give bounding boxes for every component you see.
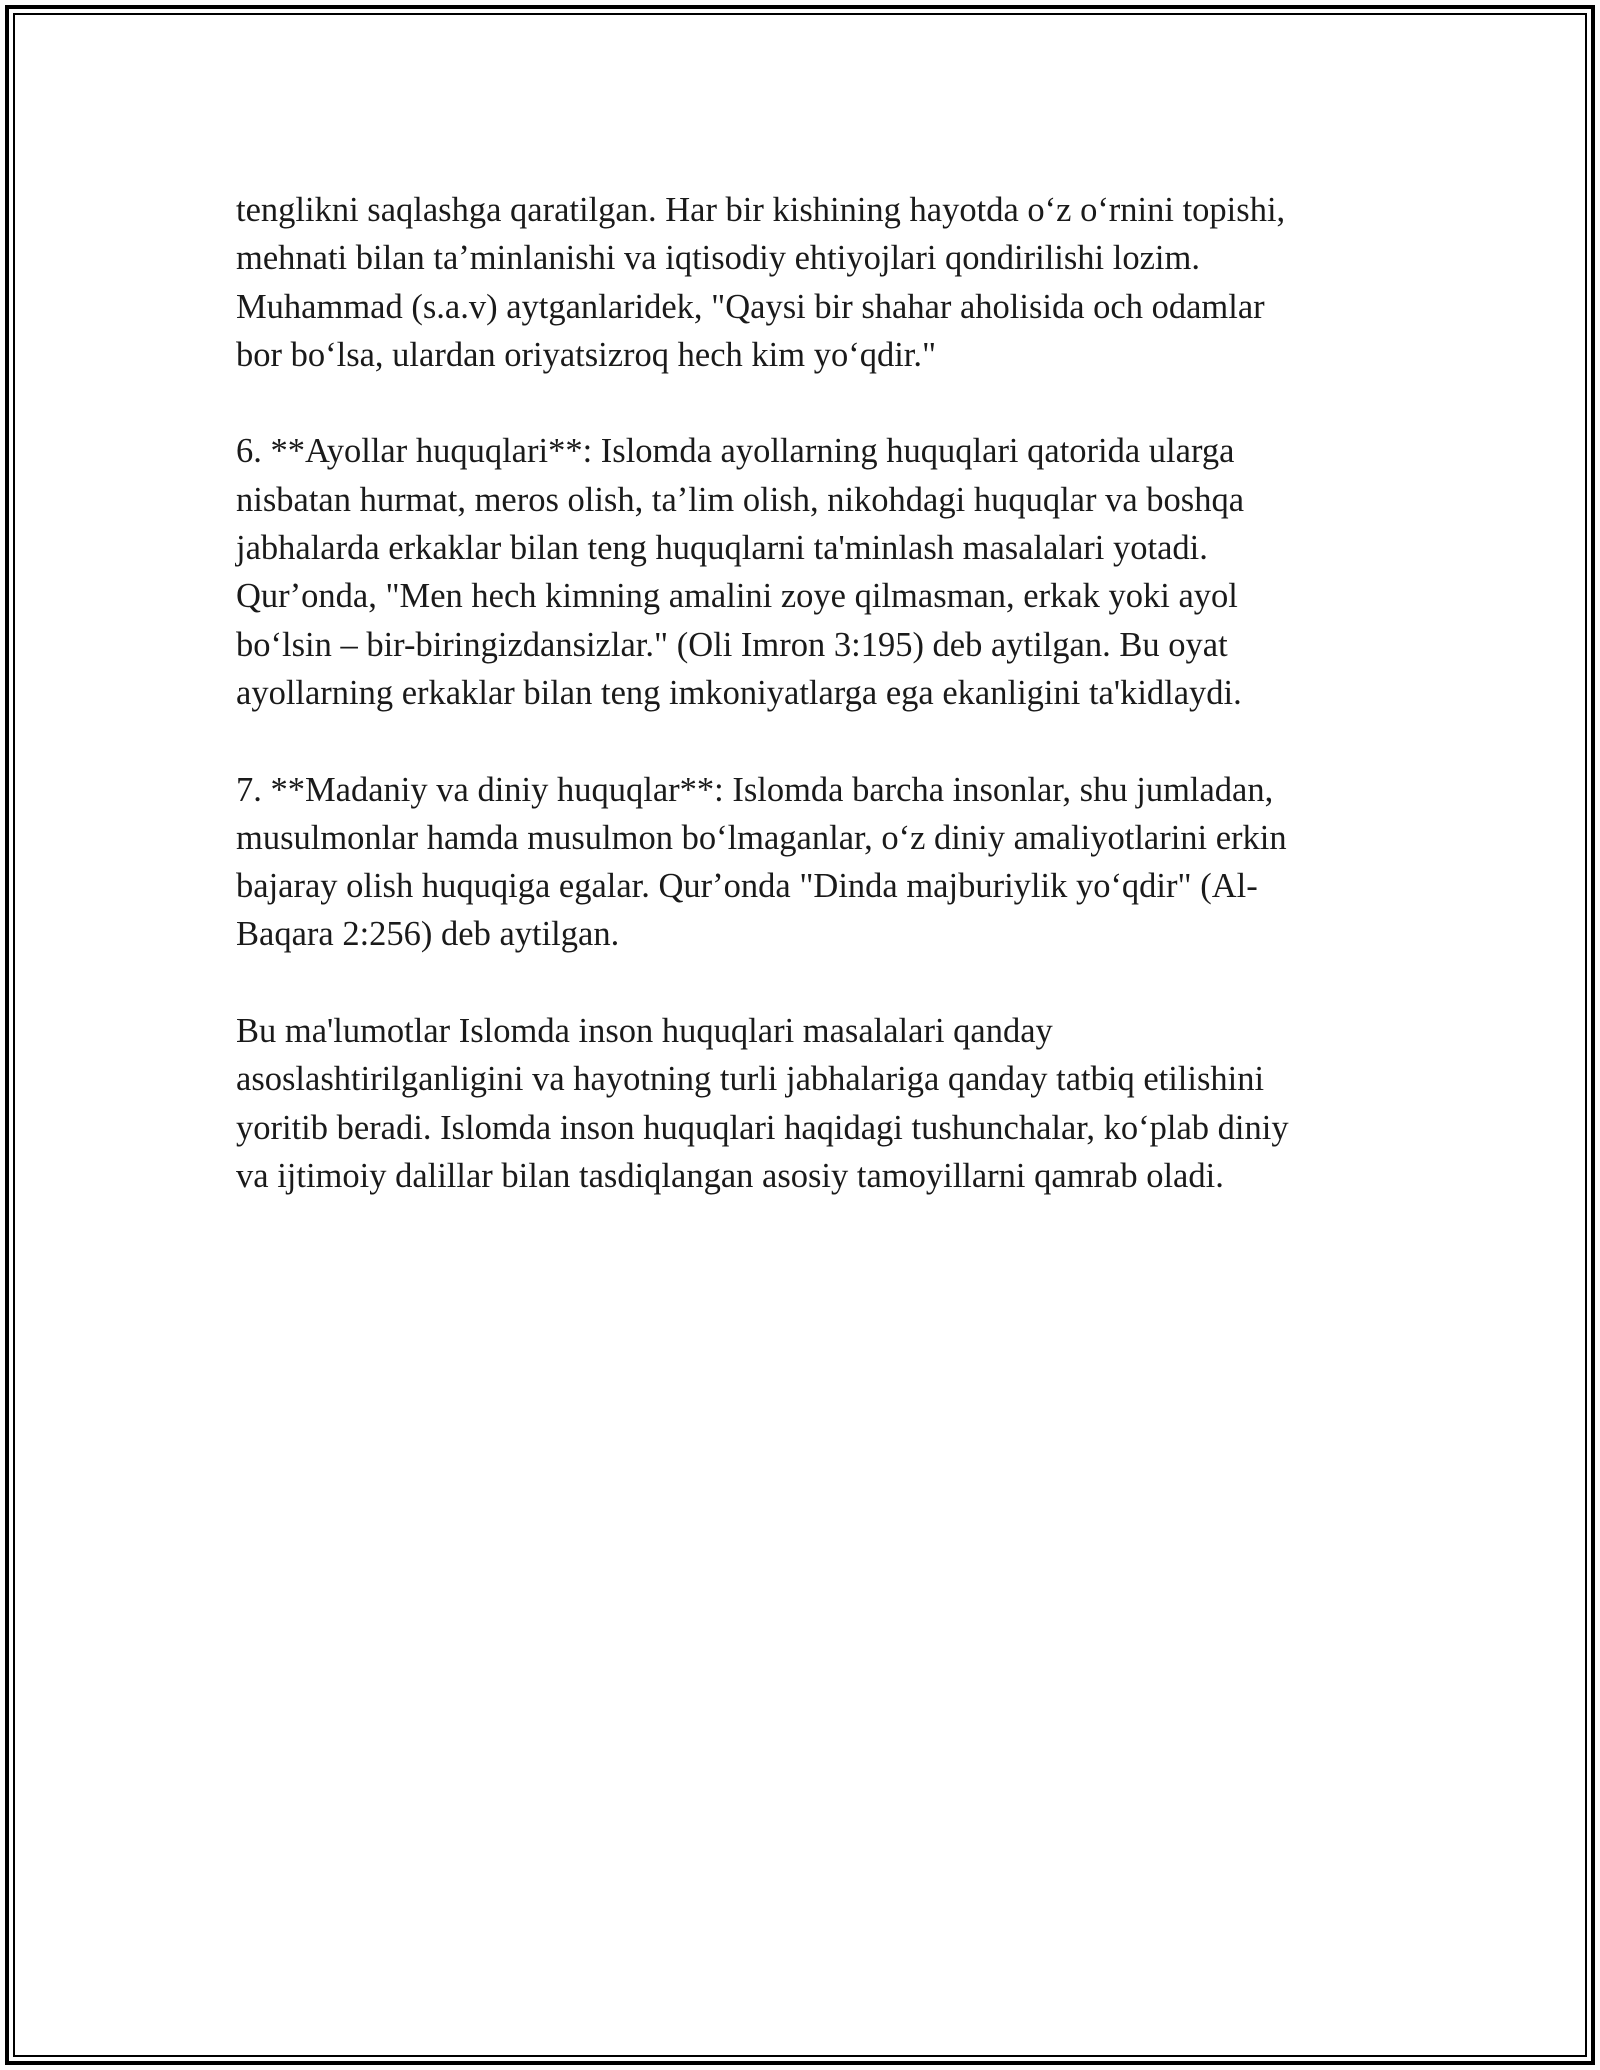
text-line: Qurʼonda, "Men hech kimning amalini zoye qilmasman, erkak yoki ayol	[236, 577, 1238, 616]
text-line: Muhammad (s.a.v) aytganlaridek, "Qaysi bir shahar aholisida och odamlar	[236, 287, 1265, 326]
text-line: boʻlsin – bir-biringizdansizlar." (Oli Imron 3:195) deb aytilgan. Bu oyat	[236, 625, 1228, 664]
paragraph-cultural-religious-rights	[236, 766, 1364, 959]
text-line: bor boʻlsa, ulardan oriyatsizroq hech kim yoʻqdir."	[236, 335, 937, 374]
text-line: 6. **Ayollar huquqlari**: Islomda ayollarning huquqlari qatorida ularga	[236, 432, 1235, 471]
paragraph-conclusion	[236, 1007, 1364, 1200]
paragraph-economic-rights	[236, 186, 1364, 379]
text-line: va ijtimoiy dalillar bilan tasdiqlangan asosiy tamoyillarni qamrab oladi.	[236, 1156, 1224, 1195]
text-line: musulmonlar hamda musulmon boʻlmaganlar, oʻz diniy amaliyotlarini erkin	[236, 818, 1287, 857]
text-line: yoritib beradi. Islomda inson huquqlari haqidagi tushunchalar, koʻplab diniy	[236, 1108, 1289, 1147]
text-line: Bu ma'lumotlar Islomda inson huquqlari masalalari qanday	[236, 1012, 1053, 1051]
text-line: Baqara 2:256) deb aytilgan.	[236, 915, 620, 954]
text-line: mehnati bilan taʼminlanishi va iqtisodiy ehtiyojlari qondirilishi lozim.	[236, 239, 1200, 278]
text-line: bajaray olish huquqiga egalar. Qurʼonda "Dinda majburiylik yoʻqdir" (Al-	[236, 867, 1258, 906]
text-line: 7. **Madaniy va diniy huquqlar**: Islomda barcha insonlar, shu jumladan,	[236, 770, 1274, 809]
paragraph-women-rights	[236, 427, 1364, 717]
text-line: jabhalarda erkaklar bilan teng huquqlarni ta'minlash masalalari yotadi.	[236, 529, 1208, 568]
text-line: ayollarning erkaklar bilan teng imkoniyatlarga ega ekanligini ta'kidlaydi.	[236, 673, 1242, 712]
text-line: tenglikni saqlashga qaratilgan. Har bir kishining hayotda oʻz oʻrnini topishi,	[236, 191, 1286, 229]
text-line: asoslashtirilganligini va hayotning turli jabhalariga qanday tatbiq etilishini	[236, 1060, 1265, 1099]
text-line: nisbatan hurmat, meros olish, taʼlim olish, nikohdagi huquqlar va boshqa	[236, 480, 1245, 519]
document-body	[236, 186, 1364, 1249]
